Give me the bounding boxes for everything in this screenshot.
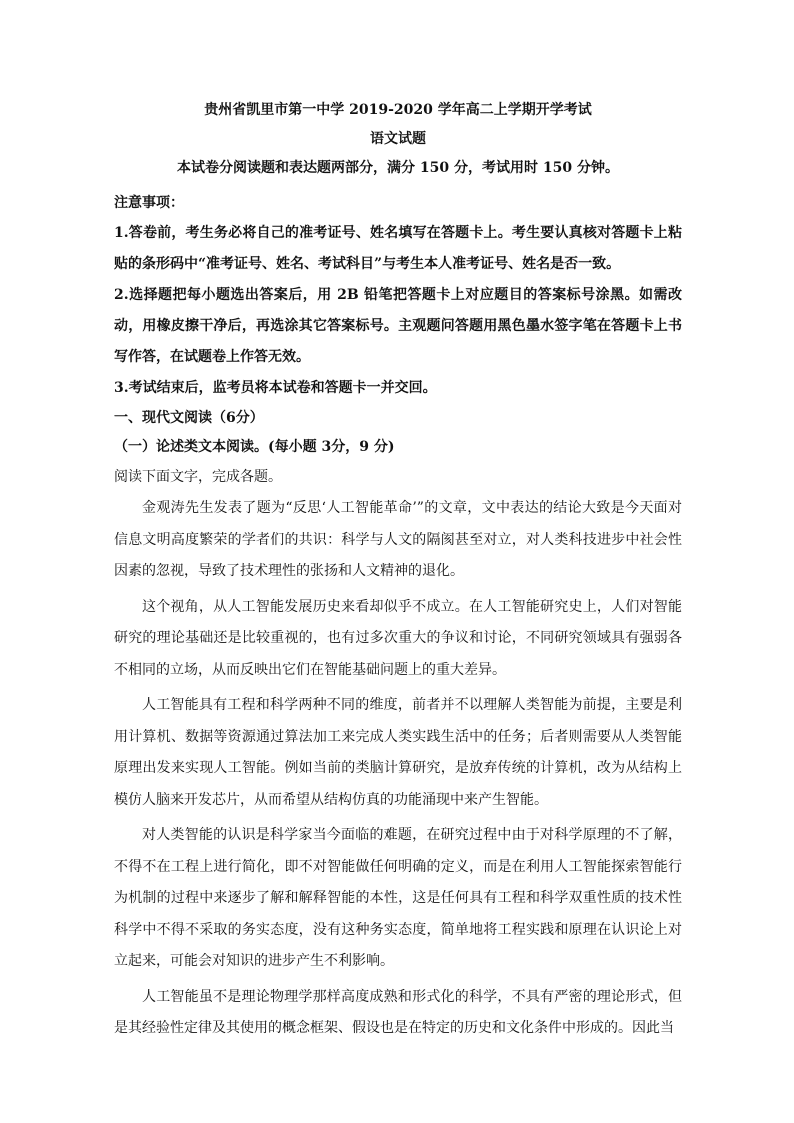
exam-title: 贵州省凯里市第一中学 2019-2020 学年高二上学期开学考试 (204, 102, 592, 118)
note-item: 2.选择题把每小题选出答案后，用 2B 铅笔把答题卡上对应题目的答案标号涂黑。如需改动，用橡皮擦干净后，再选涂其它答案标号。主观题问答题用黑色墨水签字笔在答题卡上书写作答，在试题卷上作答无效。 (114, 287, 682, 365)
passage-paragraph: 人工智能虽不是理论物理学那样高度成熟和形式化的科学，不具有严密的理论形式，但是其经验性定律及其使用的概念框架、假设也是在特定的历史和文化条件中形成的。因此当 (114, 988, 682, 1036)
note-item: 1.答卷前，考生务必将自己的准考证号、姓名填写在答题卡上。考生要认真核对答题卡上粘贴的条形码中“准考证号、姓名、考试科目”与考生本人准考证号、姓名是否一致。 (114, 225, 682, 272)
notes-heading: 注意事项： (114, 195, 184, 211)
passage-paragraph: 这个视角，从人工智能发展历史来看却似乎不成立。在人工智能研究史上，人们对智能研究的理论基础还是比较重视的，也有过多次重大的争议和讨论，不同研究领域具有强弱各不相同的立场，从而反映出它们在智能基础问题上的重大差异。 (114, 598, 682, 678)
passage-paragraph: 人工智能具有工程和科学两种不同的维度，前者并不以理解人类智能为前提，主要是利用计算机、数据等资源通过算法加工来完成人类实践生活中的任务；后者则需要从人类智能原理出发来实现人工智能。例如当前的类脑计算研究，是放弃传统的计算机，改为从结构上模仿人脑来开发芯片，从而希望从结构仿真的功能涌现中来产生智能。 (114, 697, 682, 808)
passage-paragraph: 金观涛先生发表了题为“反思‘人工智能革命’”的文章，文中表达的结论大致是今天面对信息文明高度繁荣的学者们的共识：科学与人文的隔阂甚至对立，对人类科技进步中社会性因素的忽视，导致了技术理性的张扬和人文精神的退化。 (114, 500, 682, 579)
passage-paragraph: 对人类智能的认识是科学家当今面临的难题，在研究过程中由于对科学原理的不了解，不得不在工程上进行简化，即不对智能做任何明确的定义，而是在利用人工智能探索智能行为机制的过程中来逐步了解和解释智能的本性，这是任何具有工程和科学双重性质的技术性科学中不得不采取的务实态度，没有这种务实态度，简单地将工程实践和原理在认识论上对立起来，可能会对知识的进步产生不利影响。 (114, 827, 682, 969)
section-subheading: （一）论述类文本阅读。(每小题 3分，9 分) (114, 439, 395, 455)
exam-page (114, 96, 682, 1049)
section-instruction: 阅读下面文字，完成各题。 (114, 469, 282, 485)
exam-intro: 本试卷分阅读题和表达题两部分，满分 150 分，考试用时 150 分钟。 (177, 160, 619, 176)
section-heading: 一、现代文阅读（6分） (114, 410, 264, 426)
note-item: 3.考试结束后，监考员将本试卷和答题卡一并交回。 (114, 380, 437, 396)
exam-subject: 语文试题 (370, 131, 426, 147)
